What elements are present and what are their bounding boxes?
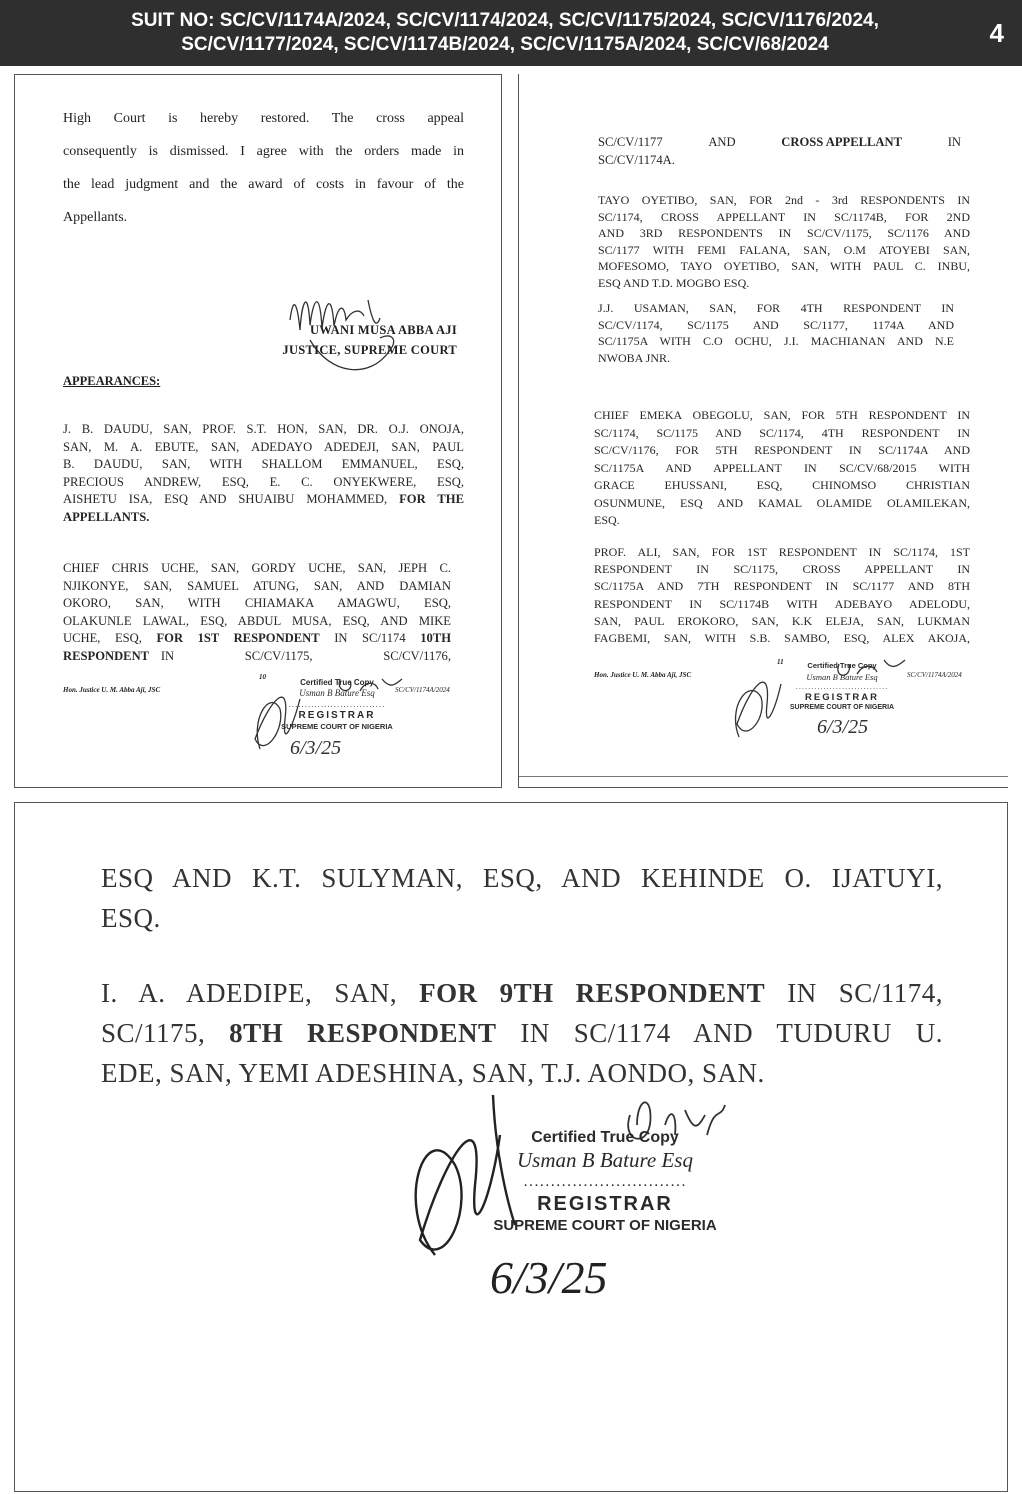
excerpt-line: ESQ AND K.T. SULYMAN, ESQ, AND KEHINDE O. IJATUYI, (101, 863, 943, 893)
excerpt-text: SC/1175, (101, 1018, 206, 1048)
judge-name: UWANI MUSA ABBA AJI (309, 323, 457, 337)
stamp-registrar-name: Usman B Bature Esq (517, 1148, 693, 1172)
counsel-role: FOR THE (399, 492, 464, 507)
counsel-line: SAN, M. A. EBUTE, SAN, ADEDAYO ADEDEJI, SAN, PAUL (63, 439, 464, 454)
stamp-certified: Certified True Copy (300, 678, 374, 687)
counsel-line: OSUNMUNE, ESQ AND KAMAL OLAMIDE OLAMILEKAN, (594, 495, 970, 510)
excerpt-line: ESQ. (101, 903, 161, 933)
suit-line-2: SC/CV/1177/2024, SC/CV/1174B/2024, SC/CV/1175A/2024, SC/CV/68/2024 (181, 34, 829, 55)
counsel-line: PRECIOUS ANDREW, ESQ, E. C. ONYEKWERE, ESQ, (63, 474, 464, 489)
counsel-line: CHIEF EMEKA OBEGOLU, SAN, FOR 5TH RESPONDENT IN (594, 408, 970, 422)
counsel-text: SC/CV/1177 (598, 135, 663, 149)
counsel-text: AISHETU ISA, ESQ AND SHUAIBU MOHAMMED, (63, 492, 388, 507)
counsel-text: IN SC/1174 (334, 631, 406, 646)
stamp-date: 6/3/25 (490, 1252, 608, 1303)
counsel-line: SC/1174, SC/1175 AND SC/1174, 4TH RESPONDENT IN (594, 425, 970, 440)
obegolu-counsel (594, 407, 970, 530)
stamp-certified: Certified True Copy (807, 661, 877, 670)
counsel-line: J. B. DAUDU, SAN, PROF. S.T. HON, SAN, DR. O.J. ONOJA, (63, 422, 464, 436)
counsel-role: 10TH (420, 631, 451, 646)
footer-judge: Hon. Justice U. M. Abba Aji, JSC (594, 671, 692, 679)
cross-appellant-line (598, 134, 961, 169)
counsel-line: FAGBEMI, SAN, WITH S.B. SAMBO, ESQ, ALEX AKOJA, (594, 631, 970, 646)
counsel-role: APPELLANTS. (63, 509, 150, 524)
header-banner (0, 0, 1022, 66)
stamp-dots: .............................. (523, 1173, 687, 1190)
stamp-registrar: REGISTRAR (537, 1193, 673, 1215)
counsel-text: UCHE, ESQ, (63, 631, 142, 646)
counsel-text: IN SC/CV/1175, SC/CV/1176, (160, 648, 451, 663)
excerpt-esq-line (101, 858, 943, 938)
excerpt-text: IN SC/1174, (787, 978, 944, 1008)
footer-page-number: 11 (777, 658, 784, 666)
oyetibo-counsel (598, 192, 970, 291)
stamp-court: SUPREME COURT OF NIGERIA (281, 722, 393, 731)
excerpt-text: I. A. ADEDIPE, SAN, (101, 978, 398, 1008)
counsel-line (63, 630, 451, 648)
counsel-line (598, 134, 961, 152)
counsel-line: AND 3RD RESPONDENTS IN SC/CV/1175, SC/1176 AND (598, 226, 970, 240)
counsel-line: SAN, PAUL EROKORO, SAN, K.K ELEJA, SAN, LUKMAN (594, 613, 970, 628)
excerpt-line: EDE, SAN, YEMI ADESHINA, SAN, T.J. AONDO, SAN. (101, 1058, 765, 1088)
counsel-line: SC/1175A AND APPELLANT IN SC/CV/68/2015 WITH (594, 460, 970, 475)
excerpt-line (101, 1013, 943, 1053)
stamp-registrar-name: Usman B Bature Esq (806, 671, 878, 682)
counsel-line: SC/1177 WITH FEMI FALANA, SAN, O.M ATOYEBI SAN, (598, 242, 970, 257)
counsel-line: SC/CV/1176, FOR 5TH RESPONDENT IN SC/1174A AND (594, 443, 970, 457)
first-respondent-counsel (63, 560, 451, 666)
excerpt-role: 8TH RESPONDENT (229, 1018, 497, 1048)
counsel-line: J.J. USAMAN, SAN, FOR 4TH RESPONDENT IN (598, 301, 954, 315)
page-divider (519, 776, 1008, 777)
stamp-dots: .............................. (795, 682, 889, 691)
stamp-registrar-name: Usman B Bature Esq (299, 688, 375, 698)
appellants-counsel (63, 421, 464, 527)
excerpt-role: FOR 9TH RESPONDENT (419, 978, 766, 1008)
para-line: Appellants. (63, 210, 128, 225)
stamp-registrar: REGISTRAR (298, 710, 376, 721)
stamp-registrar: REGISTRAR (805, 691, 879, 703)
counsel-line: SC/CV/1174, SC/1175 AND SC/1177, 1174A AND (598, 317, 954, 332)
stamp-date: 6/3/25 (817, 716, 869, 738)
counsel-line: NWOBA JNR. (598, 350, 671, 365)
excerpt-line (101, 973, 943, 1013)
registrar-signature (230, 669, 430, 779)
judgment-page-10 (14, 74, 502, 788)
counsel-line: OLAKUNLE LAWAL, ESQ, ABDUL MUSA, ESQ, AND MIKE (63, 613, 451, 628)
counsel-line (63, 491, 464, 509)
counsel-text: AND (708, 135, 736, 149)
footer-suit: SC/CV/1174A/2024 (907, 671, 962, 679)
footer-judge: Hon. Justice U. M. Abba Aji, JSC (63, 686, 161, 694)
footer-suit: SC/CV/1174A/2024 (395, 686, 450, 694)
registrar-signature (719, 652, 929, 762)
footer-page-number: 10 (259, 673, 266, 681)
counsel-line: CHIEF CHRIS UCHE, SAN, GORDY UCHE, SAN, JEPH C. (63, 561, 451, 575)
counsel-line: NJIKONYE, SAN, SAMUEL ATUNG, SAN, AND DAMIAN (63, 578, 451, 593)
judgment-paragraph (63, 102, 464, 234)
suit-number-title (40, 9, 970, 57)
counsel-line: SC/CV/1174A. (598, 152, 675, 167)
stamp-dots: .............................. (288, 700, 386, 709)
stamp-court: SUPREME COURT OF NIGERIA (789, 704, 895, 711)
para-line: High Court is hereby restored. The cross appeal (63, 111, 464, 126)
counsel-line: GRACE EHUSSANI, ESQ, CHINOMSO CHRISTIAN (594, 478, 970, 492)
counsel-line: B. DAUDU, SAN, WITH SHALLOM EMMANUEL, ESQ, (63, 457, 464, 472)
stamp-date: 6/3/25 (290, 737, 342, 759)
counsel-role: RESPONDENT (63, 648, 150, 663)
counsel-line: RESPONDENT IN SC/1175, CROSS APPELLANT IN (594, 562, 970, 577)
counsel-role: CROSS APPELLANT (781, 135, 903, 149)
stamp-certified: Certified True Copy (531, 1129, 679, 1146)
counsel-line: ESQ. (594, 513, 620, 527)
excerpt-text: IN SC/1174 AND TUDURU U. (520, 1018, 944, 1048)
page-number: 4 (989, 18, 1004, 48)
counsel-line: OKORO, SAN, WITH CHIAMAKA AMAGWU, ESQ, (63, 596, 451, 611)
enlarged-excerpt (14, 802, 1008, 1492)
counsel-line: TAYO OYETIBO, SAN, FOR 2nd - 3rd RESPONDENTS IN (598, 193, 970, 207)
certified-true-copy-stamp (455, 1127, 755, 1237)
counsel-line (63, 648, 451, 666)
para-line: the lead judgment and the award of costs in favour of the (63, 177, 464, 192)
counsel-line: SC/1175A WITH C.O OCHU, J.I. MACHIANAN AND N.E (598, 334, 954, 348)
counsel-role: FOR 1ST RESPONDENT (156, 631, 320, 646)
judgment-page-11 (518, 74, 1008, 788)
counsel-text: IN (947, 135, 961, 149)
appearances-heading: APPEARANCES: (63, 374, 161, 388)
counsel-line: MOFESOMO, TAYO OYETIBO, SAN, WITH PAUL C. INBU, (598, 259, 970, 273)
counsel-line: PROF. ALI, SAN, FOR 1ST RESPONDENT IN SC/1174, 1ST (594, 545, 970, 559)
counsel-line: ESQ AND T.D. MOGBO ESQ. (598, 275, 750, 290)
counsel-line: SC/1174, CROSS APPELLANT IN SC/1174B, FOR 2ND (598, 209, 970, 224)
stamp-court: SUPREME COURT OF NIGERIA (493, 1217, 717, 1234)
usaman-counsel (598, 300, 954, 366)
para-line: consequently is dismissed. I agree with the orders made in (63, 144, 464, 159)
counsel-line: RESPONDENT IN SC/1174B WITH ADEBAYO ADELODU, (594, 596, 970, 611)
suit-line-1: SUIT NO: SC/CV/1174A/2024, SC/CV/1174/2024, SC/CV/1175/2024, SC/CV/1176/2024, (131, 10, 879, 31)
counsel-line: SC/1175A AND 7TH RESPONDENT IN SC/1177 AND 8TH (594, 579, 970, 594)
judge-title: JUSTICE, SUPREME COURT (282, 343, 457, 357)
ali-counsel (594, 544, 970, 647)
